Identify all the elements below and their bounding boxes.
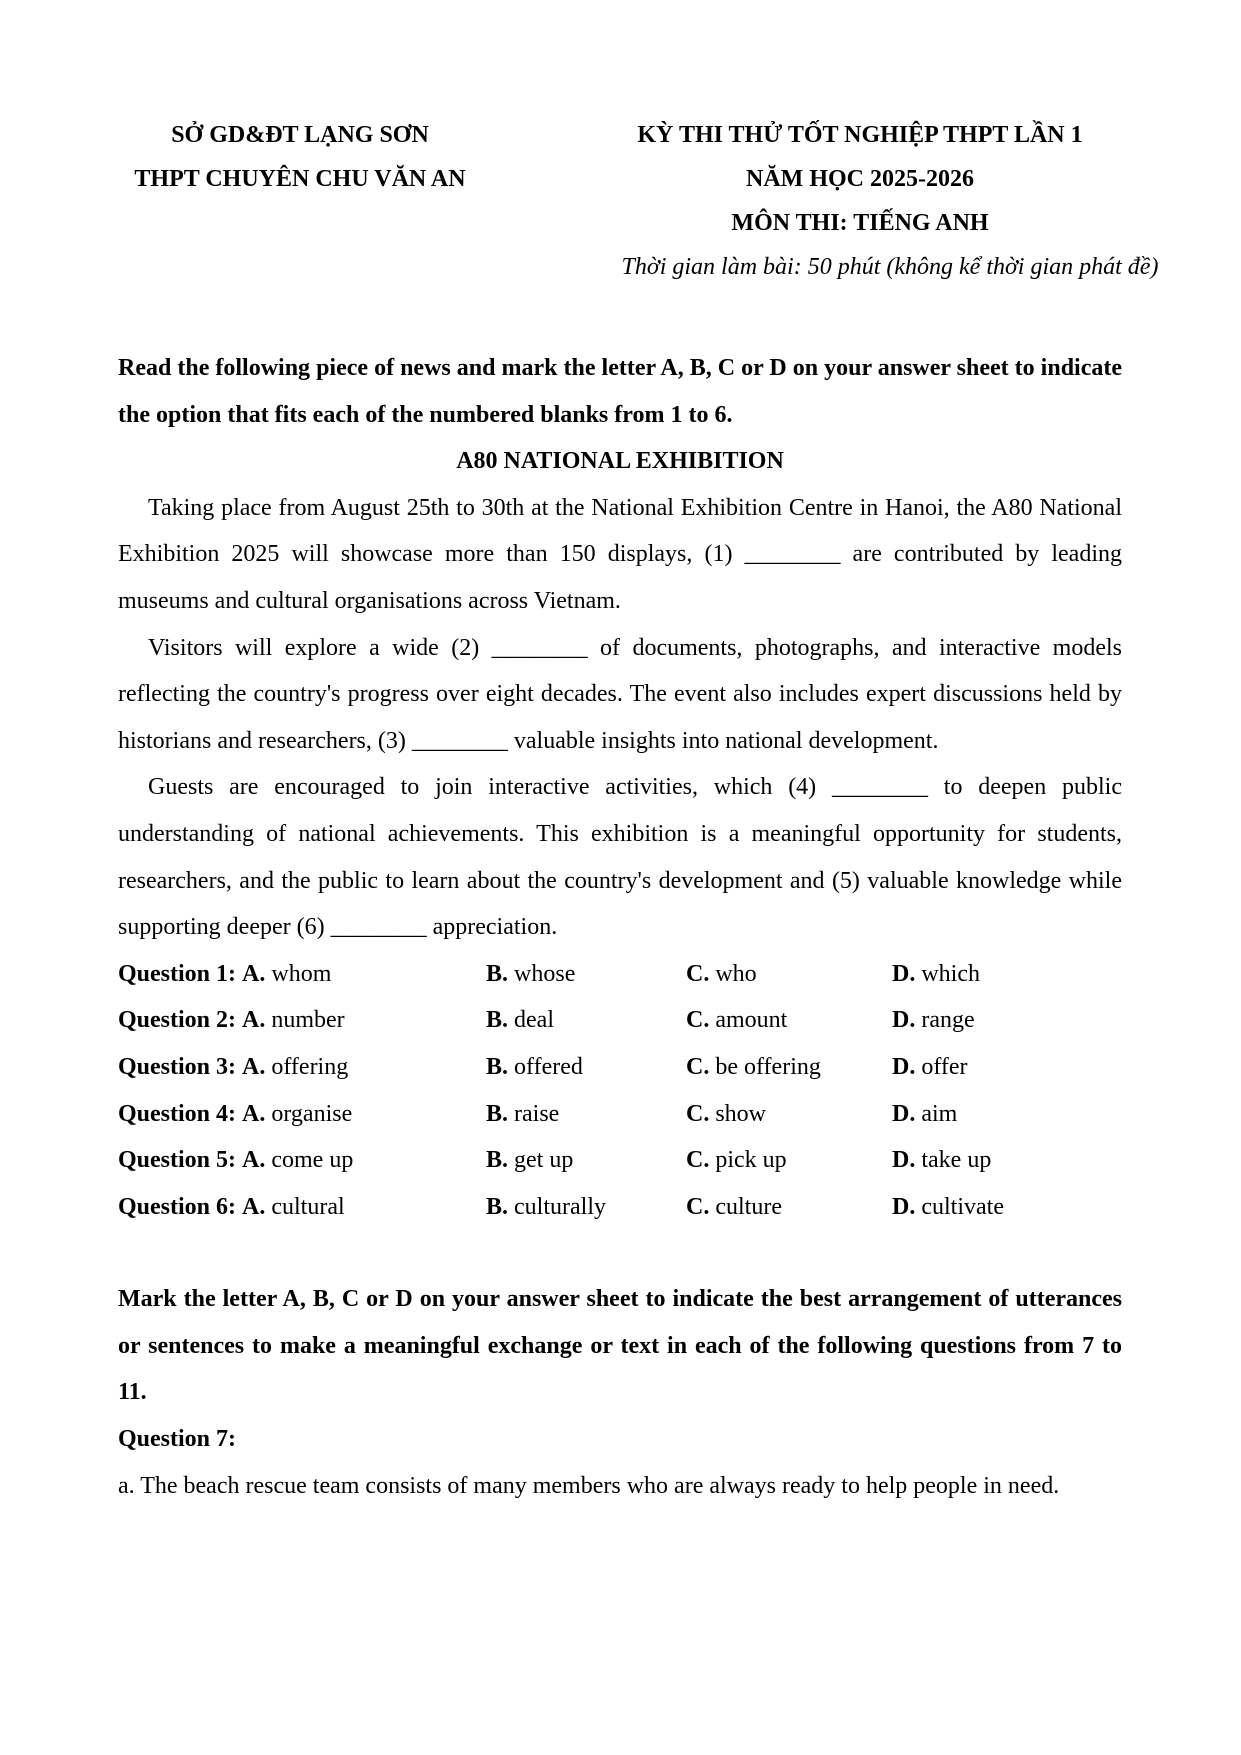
option-b: deal: [514, 1007, 554, 1034]
option-b: raise: [514, 1100, 560, 1127]
exam-header: [540, 117, 1180, 293]
section-spacer: [118, 1230, 1122, 1276]
option-letter: D.: [892, 1100, 916, 1127]
option-letter: A.: [242, 1053, 266, 1080]
option-c: who: [715, 960, 757, 987]
option-d: offer: [921, 1053, 968, 1080]
question-list: [118, 951, 1122, 1231]
option-c: pick up: [715, 1147, 787, 1174]
option-letter: A.: [242, 960, 266, 987]
exam-title: KỲ THI THỬ TỐT NGHIỆP THPT LẦN 1: [637, 122, 1083, 148]
option-a: offering: [271, 1053, 349, 1080]
option-d: take up: [921, 1147, 992, 1174]
option-c: show: [715, 1100, 767, 1127]
subject: MÔN THI: TIẾNG ANH: [731, 210, 989, 236]
option-d: which: [921, 960, 980, 987]
passage-paragraph-1: Taking place from August 25th to 30th at the National Exhibition Centre in Hanoi, the A80 National Exhibition 2025 will showcase more than 150 displays, (1) ________ are contributed by leading museums and cultural organisations across Vietnam.: [118, 494, 1122, 614]
option-d: aim: [921, 1100, 958, 1127]
option-letter: A.: [242, 1193, 266, 1220]
school-name: THPT CHUYÊN CHU VĂN AN: [134, 166, 466, 192]
option-c: culture: [715, 1193, 782, 1220]
department-name: SỞ GD&ĐT LẠNG SƠN: [171, 122, 429, 148]
option-letter: B.: [486, 1147, 509, 1174]
option-letter: C.: [686, 960, 710, 987]
option-letter: C.: [686, 1053, 710, 1080]
question-7-label: Question 7:: [118, 1426, 237, 1453]
option-letter: B.: [486, 1100, 509, 1127]
question-label: Question 2:: [118, 1007, 237, 1034]
question-row: [118, 1137, 1122, 1184]
option-letter: B.: [486, 1007, 509, 1034]
option-a: number: [271, 1007, 345, 1034]
school-header: [110, 117, 490, 205]
question-label: Question 4:: [118, 1100, 237, 1127]
option-letter: A.: [242, 1100, 266, 1127]
section1-instruction: Read the following piece of news and mark the letter A, B, C or D on your answer sheet to indicate the option that fits each of the numbered blanks from 1 to 6.: [118, 355, 1122, 428]
question-label: Question 6:: [118, 1193, 237, 1220]
section2-instruction: Mark the letter A, B, C or D on your answer sheet to indicate the best arrangement of utterances or sentences to make a meaningful exchange or text in each of the following questions from 7 to 11.: [118, 1286, 1122, 1406]
option-c: be offering: [715, 1053, 821, 1080]
question-row: [118, 1184, 1122, 1231]
option-letter: B.: [486, 960, 509, 987]
school-year: NĂM HỌC 2025-2026: [746, 166, 974, 192]
option-d: range: [921, 1007, 975, 1034]
passage-paragraph-2: Visitors will explore a wide (2) ________ of documents, photographs, and interactive models reflecting the country's progress over eight decades. The event also includes expert discussions held by historians and researchers, (3) ________ valuable insights into national development.: [118, 634, 1122, 754]
option-letter: B.: [486, 1053, 509, 1080]
option-b: culturally: [514, 1193, 606, 1220]
question-label: Question 3:: [118, 1053, 237, 1080]
option-letter: C.: [686, 1193, 710, 1220]
passage-paragraph-3: Guests are encouraged to join interactive activities, which (4) ________ to deepen public understanding of national achievements. This exhibition is a meaningful opportunity for students, researchers, and the public to learn about the country's development and (5) valuable knowledge while supporting deeper (6) ________ appreciation.: [118, 774, 1122, 941]
option-d: cultivate: [921, 1193, 1004, 1220]
question-row: [118, 951, 1122, 998]
option-a: whom: [271, 960, 332, 987]
option-letter: A.: [242, 1007, 266, 1034]
option-a: come up: [271, 1147, 354, 1174]
question-7-sentence-a: a. The beach rescue team consists of many members who are always ready to help people in need.: [118, 1472, 1060, 1499]
question-label: Question 5:: [118, 1147, 237, 1174]
option-a: cultural: [271, 1193, 345, 1220]
question-row: [118, 1091, 1122, 1138]
option-b: get up: [514, 1147, 574, 1174]
question-label: Question 1:: [118, 960, 237, 987]
option-letter: A.: [242, 1147, 266, 1174]
option-b: whose: [514, 960, 576, 987]
option-letter: B.: [486, 1193, 509, 1220]
exam-content: [118, 345, 1122, 1509]
option-letter: C.: [686, 1147, 710, 1174]
time-note: Thời gian làm bài: 50 phút (không kể thời gian phát đề): [621, 254, 1159, 280]
option-letter: C.: [686, 1007, 710, 1034]
option-c: amount: [715, 1007, 788, 1034]
option-letter: D.: [892, 1053, 916, 1080]
passage-title: A80 NATIONAL EXHIBITION: [456, 448, 784, 475]
option-a: organise: [271, 1100, 353, 1127]
option-letter: D.: [892, 960, 916, 987]
option-letter: C.: [686, 1100, 710, 1127]
question-row: [118, 1044, 1122, 1091]
option-letter: D.: [892, 1147, 916, 1174]
option-letter: D.: [892, 1193, 916, 1220]
question-row: [118, 997, 1122, 1044]
option-letter: D.: [892, 1007, 916, 1034]
option-b: offered: [514, 1053, 583, 1080]
